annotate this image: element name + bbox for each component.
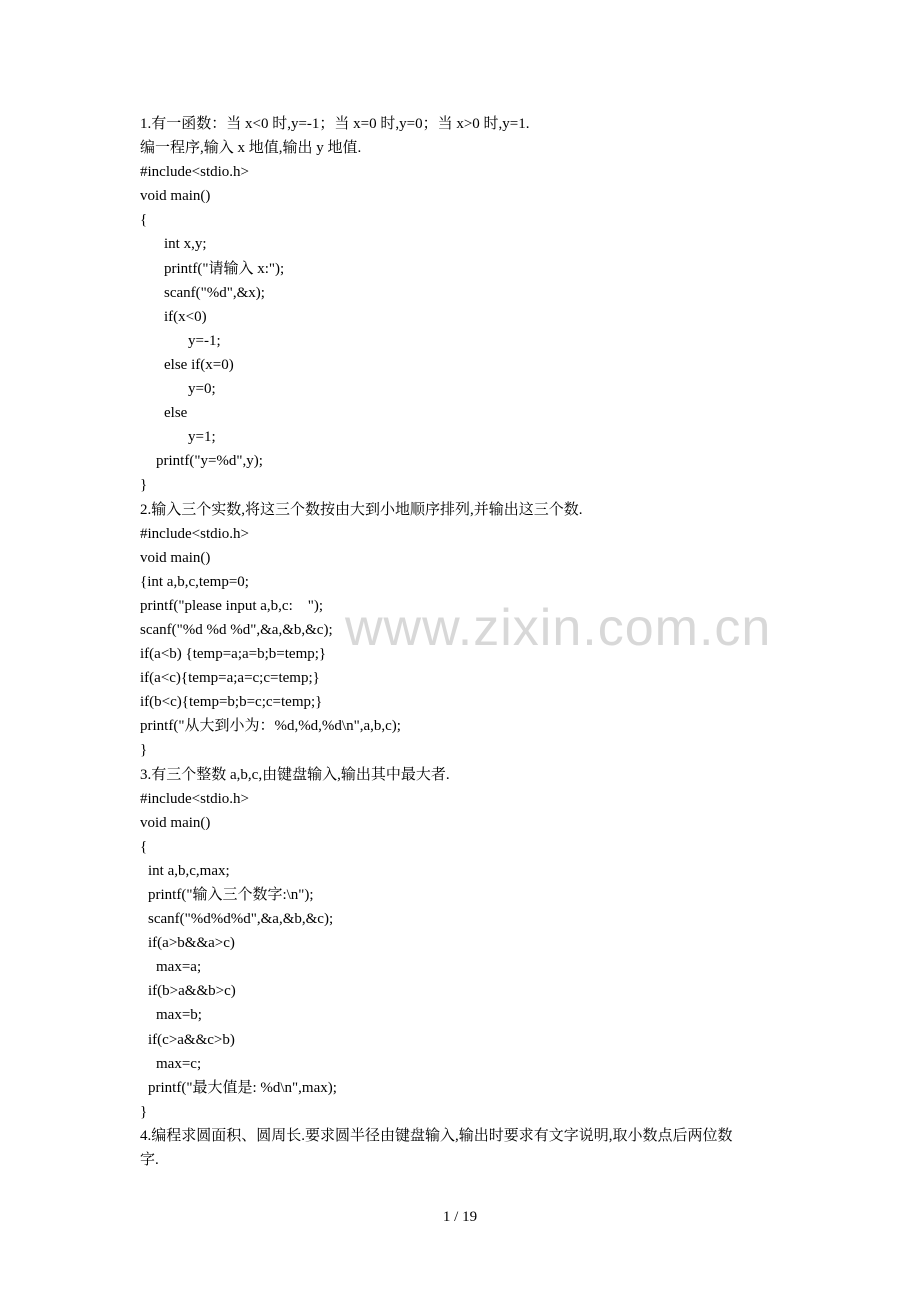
- question-2-title: 2.输入三个实数,将这三个数按由大到小地顺序排列,并输出这三个数.: [140, 501, 583, 518]
- code-line: }: [140, 1103, 148, 1120]
- code-line: if(a>b&&a>c): [148, 935, 235, 952]
- code-line: if(c>a&&c>b): [148, 1031, 235, 1048]
- code-line: void main(): [140, 814, 211, 831]
- code-line: }: [140, 742, 148, 759]
- code-line: scanf("%d%d%d",&a,&b,&c);: [148, 911, 334, 928]
- code-line: if(a<b) {temp=a;a=b;b=temp;}: [140, 646, 327, 663]
- page-number: 1 / 19: [442, 1209, 478, 1225]
- code-line: scanf("%d",&x);: [164, 284, 265, 301]
- code-line: scanf("%d %d %d",&a,&b,&c);: [140, 621, 333, 638]
- code-line: printf("最大值是: %d\n",max);: [148, 1079, 337, 1096]
- question-1-line-1: 1.有一函数：当 x<0 时,y=-1；当 x=0 时,y=0；当 x>0 时,y=1.: [140, 116, 530, 132]
- code-line: max=c;: [156, 1055, 202, 1072]
- code-line: int a,b,c,max;: [148, 862, 230, 879]
- code-line: printf("从大到小为：%d,%d,%d\n",a,b,c);: [140, 718, 401, 735]
- code-line: y=-1;: [188, 332, 221, 349]
- code-line: y=1;: [188, 429, 216, 446]
- document-body: [140, 112, 800, 1172]
- code-line: #include<stdio.h>: [140, 164, 249, 181]
- question-3-title: 3.有三个整数 a,b,c,由键盘输入,输出其中最大者.: [140, 766, 450, 783]
- code-line: void main(): [140, 188, 211, 205]
- code-line: printf("please input a,b,c: ");: [140, 597, 324, 614]
- code-line: if(b<c){temp=b;b=c;c=temp;}: [140, 694, 323, 711]
- code-line: }: [140, 477, 148, 494]
- code-line: {: [140, 212, 148, 229]
- code-line: y=0;: [188, 381, 216, 398]
- code-line: max=b;: [156, 1007, 202, 1024]
- watermark: www.zixin.com.cn: [345, 599, 772, 657]
- code-line: printf("y=%d",y);: [156, 453, 263, 470]
- code-line: #include<stdio.h>: [140, 525, 249, 542]
- code-line: {int a,b,c,temp=0;: [140, 573, 249, 590]
- code-line: max=a;: [156, 959, 202, 976]
- code-line: void main(): [140, 549, 211, 566]
- code-line: #include<stdio.h>: [140, 790, 249, 807]
- code-line: if(b>a&&b>c): [148, 983, 236, 1000]
- code-line: {: [140, 838, 148, 855]
- code-line: if(x<0): [164, 308, 207, 325]
- code-line: else: [164, 405, 188, 422]
- code-line: int x,y;: [164, 236, 207, 253]
- code-line: else if(x=0): [164, 356, 234, 373]
- question-1-line-2: 编一程序,输入 x 地值,输出 y 地值.: [140, 140, 362, 157]
- question-4-title: 4.编程求圆面积、圆周长.要求圆半径由键盘输入,输出时要求有文字说明,取小数点后两位数: [140, 1127, 733, 1144]
- code-line: if(a<c){temp=a;a=c;c=temp;}: [140, 670, 320, 687]
- code-line: printf("输入三个数字:\n");: [148, 887, 314, 903]
- question-4-title-cont: 字.: [140, 1152, 159, 1169]
- code-line: printf("请输入 x:");: [164, 260, 285, 277]
